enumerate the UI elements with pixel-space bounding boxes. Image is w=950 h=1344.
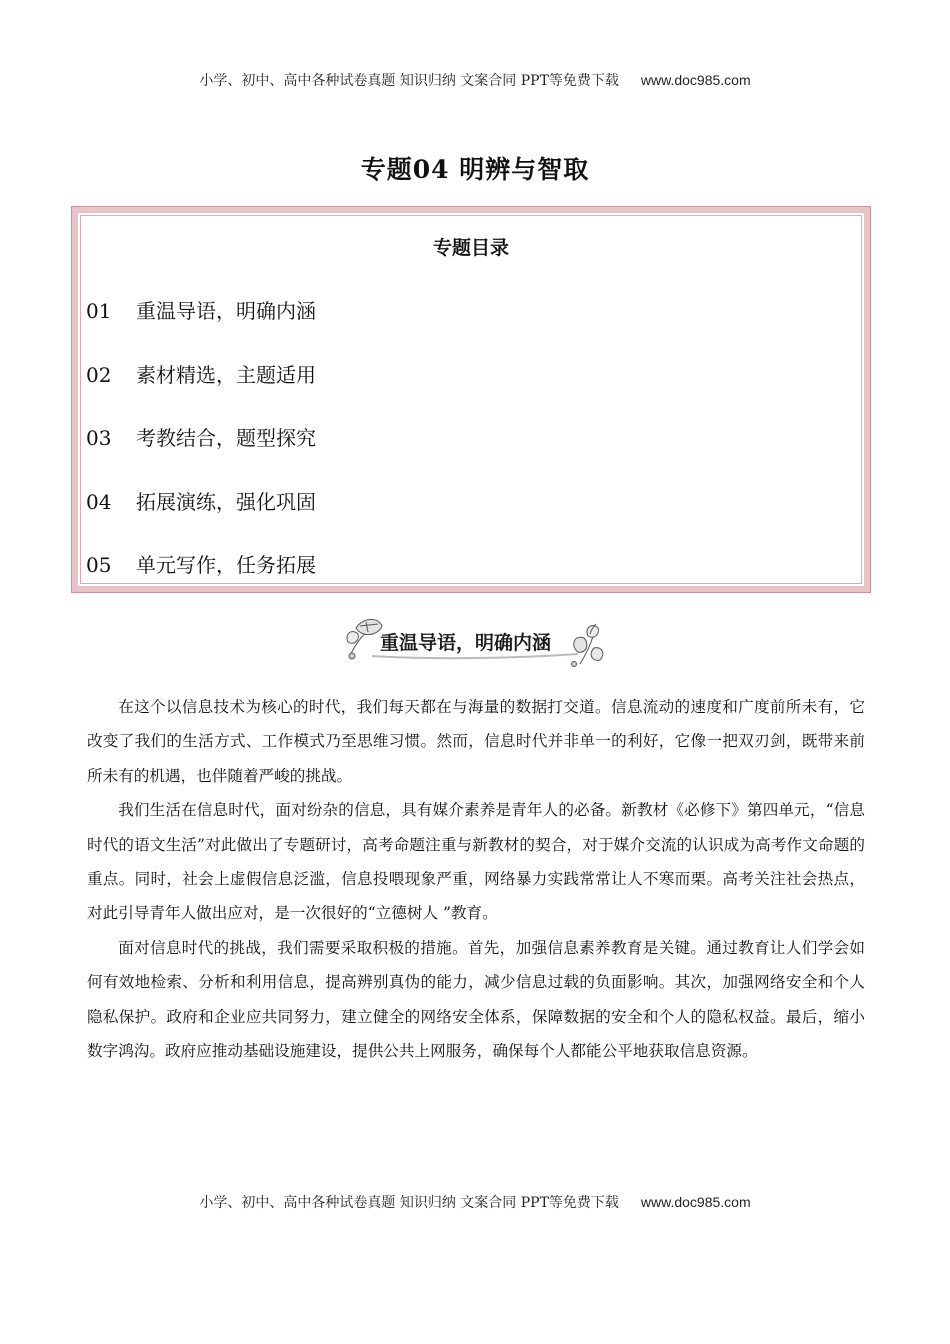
toc-item-label: 拓展演练，强化巩固 [136,490,316,514]
toc-item-label: 考教结合，题型探究 [136,426,316,450]
toc-item-number: 01 [86,299,112,323]
paragraph: 面对信息时代的挑战，我们需要采取积极的措施。首先，加强信息素养教育是关键。通过教育让人们学会如何有效地检索、分析和利用信息，提高辨别真伪的能力，减少信息过载的负面影响。其次，加强网络安全和个人隐私保护。政府和企业应共同努力，建立健全的网络安全体系，保障数据的安全和个人的隐私权益。最后，缩小数字鸿沟。政府应推动基础设施建设，提供公共上网服务，确保每个人都能公平地获取信息资源。 [87,938,865,1061]
toc-item-label: 重温导语，明确内涵 [136,299,316,323]
paragraph: 我们生活在信息时代，面对纷杂的信息，具有媒介素养是青年人的必备。新教材《必修下》第四单元，“信息时代的语文生活”对此做出了专题研讨，高考命题注重与新教材的契合，对于媒介交流的认识成为高考作文命题的重点。同时，社会上虚假信息泛滥，信息投喂现象严重，网络暴力实践常常让人不寒而栗。高考关注社会热点，对此引导青年人做出应对，是一次很好的“立德树人 ”教育。 [87,801,865,923]
toc-item-01[interactable] [86,295,316,324]
article-body [87,690,865,1068]
footer-url-link[interactable]: www.doc985.com [640,1194,751,1210]
toc-heading: 专题目录 [432,237,509,259]
footer-text: 小学、初中、高中各种试卷真题 知识归纳 文案合同 PPT等免费下载 [199,1195,619,1211]
section-banner-label: 重温导语，明确内涵 [380,632,552,654]
toc-inner-border [80,215,862,584]
toc-item-02[interactable] [86,359,316,388]
toc-item-05[interactable] [86,549,316,578]
toc-item-label: 素材精选，主题适用 [136,363,316,387]
header-text: 小学、初中、高中各种试卷真题 知识归纳 文案合同 PPT等免费下载 [199,73,619,89]
paragraph: 在这个以信息技术为核心的时代，我们每天都在与海量的数据打交道。信息流动的速度和广度前所未有，它改变了我们的生活方式、工作模式乃至思维习惯。然而，信息时代并非单一的利好，它像一把双刃剑，既带来前所未有的机遇，也伴随着严峻的挑战。 [87,698,865,785]
toc-item-label: 单元写作，任务拓展 [136,553,316,577]
toc-item-number: 05 [86,553,112,577]
toc-item-number: 02 [86,363,112,387]
toc-item-number: 03 [86,426,112,450]
page-header [0,70,950,90]
toc-item-number: 04 [86,490,112,514]
page-title: 专题04 明辨与智取 [360,155,590,184]
table-of-contents [72,207,870,592]
toc-item-04[interactable] [86,486,316,515]
page-footer [0,1192,950,1212]
header-url-link[interactable]: www.doc985.com [640,72,751,88]
section-banner [342,612,608,672]
toc-item-03[interactable] [86,422,316,451]
